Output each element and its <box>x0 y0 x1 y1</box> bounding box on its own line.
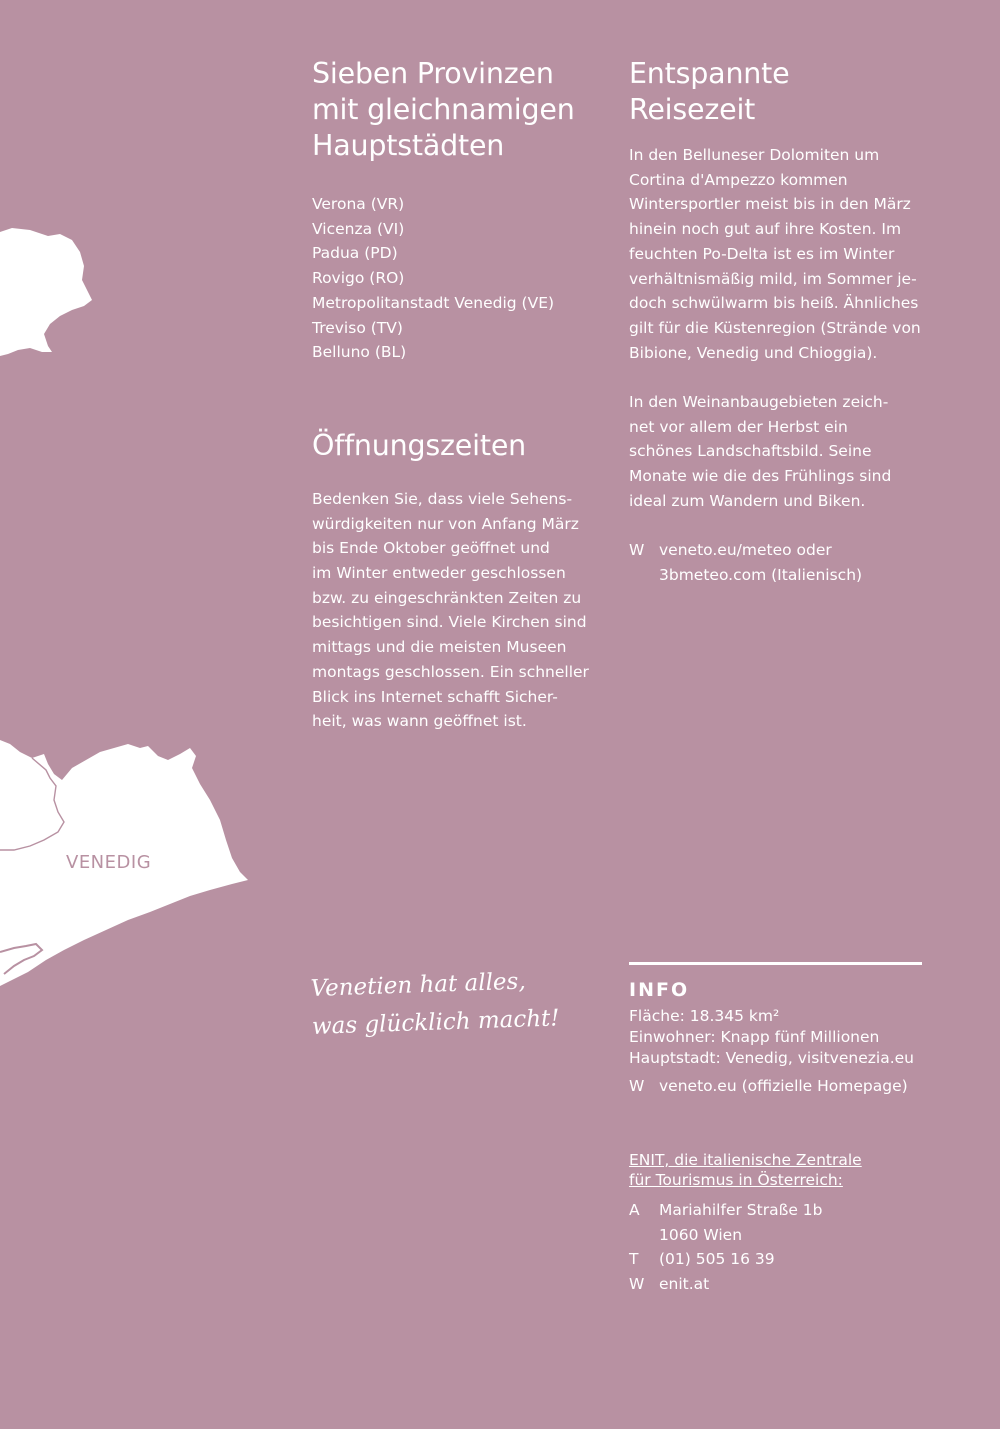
text-line: heit, was wann geöffnet ist. <box>312 712 527 731</box>
enit-web-row <box>629 1272 929 1297</box>
travel-time-heading <box>629 56 929 128</box>
web-key: W <box>629 541 645 560</box>
weather-link[interactable]: veneto.eu/meteo oder <box>659 541 832 560</box>
travel-heading-line: Reisezeit <box>629 93 756 126</box>
web-key: W <box>629 1275 645 1294</box>
travel-time-paragraph-2 <box>629 390 929 514</box>
provinces-heading <box>312 56 602 164</box>
text-line: verhältnismäßig mild, im Sommer je- <box>629 269 917 288</box>
enit-title <box>629 1150 929 1190</box>
provinces-heading-line: mit gleichnamigen <box>312 93 575 126</box>
enit-web-link[interactable]: enit.at <box>659 1275 710 1294</box>
province-item: Belluno (BL) <box>312 343 407 362</box>
text-line: im Winter entweder geschlossen <box>312 564 566 583</box>
text-line: In den Weinanbaugebieten zeich- <box>629 393 889 412</box>
text-line: montags geschlossen. Ein schneller <box>312 662 589 681</box>
provinces-list <box>312 192 602 365</box>
text-line: Bibione, Venedig und Chioggia). <box>629 343 878 362</box>
info-web-link[interactable]: veneto.eu (offizielle Homepage) <box>659 1077 908 1095</box>
enit-title-line: für Tourismus in Österreich: <box>629 1171 843 1189</box>
info-divider <box>629 962 922 965</box>
text-line: In den Belluneser Dolomiten um <box>629 146 880 164</box>
address-key-empty <box>629 1223 659 1248</box>
text-line: bzw. zu eingeschränkten Zeiten zu <box>312 588 582 607</box>
web-key: W <box>629 1077 645 1095</box>
text-line: hinein noch gut auf ihre Kosten. Im <box>629 220 902 239</box>
right-column <box>629 56 929 588</box>
quote-line: was glücklich macht! <box>311 1005 560 1040</box>
text-line: Wintersportler meist bis in den März <box>629 195 911 214</box>
address-street: Mariahilfer Straße 1b <box>659 1201 823 1219</box>
province-item: Padua (PD) <box>312 244 398 263</box>
enit-contact <box>629 1150 929 1297</box>
enit-address-row <box>629 1223 929 1248</box>
province-item: Treviso (TV) <box>312 318 403 337</box>
info-capital: Hauptstadt: Venedig, visitvenezia.eu <box>629 1049 914 1067</box>
province-item: Rovigo (RO) <box>312 269 405 288</box>
map-landmass-north <box>0 228 92 356</box>
enit-phone[interactable]: (01) 505 16 39 <box>659 1250 775 1269</box>
text-line: net vor allem der Herbst ein <box>629 417 848 436</box>
text-line: doch schwülwarm bis heiß. Ähnliches <box>629 294 919 313</box>
enit-phone-row <box>629 1247 929 1272</box>
address-city: 1060 Wien <box>659 1225 743 1244</box>
text-line: besichtigen sind. Viele Kirchen sind <box>312 613 587 632</box>
opening-hours-heading: Öffnungszeiten <box>312 428 527 462</box>
info-web-row <box>629 1076 922 1097</box>
travel-heading-line: Entspannte <box>629 57 790 90</box>
info-box <box>629 962 922 1097</box>
tagline-quote <box>310 961 560 1046</box>
enit-title-line: ENIT, die italienische Zentrale <box>629 1151 862 1169</box>
text-line: gilt für die Küstenregion (Strände von <box>629 318 921 337</box>
text-line: schönes Landschaftsbild. Seine <box>629 442 872 461</box>
text-line: bis Ende Oktober geöffnet und <box>312 539 550 558</box>
text-line: Cortina d'Ampezzo kommen <box>629 170 848 189</box>
phone-key: T <box>629 1250 639 1269</box>
provinces-heading-line: Hauptstädten <box>312 129 505 162</box>
weather-web-links <box>629 538 929 587</box>
text-line: feuchten Po-Delta ist es im Winter <box>629 244 895 263</box>
text-line: würdigkeiten nur von Anfang März <box>312 514 579 533</box>
text-line: ideal zum Wandern und Biken. <box>629 491 866 510</box>
text-line: Bedenken Sie, dass viele Sehens- <box>312 489 573 508</box>
text-line: Monate wie die des Frühlings sind <box>629 467 892 486</box>
info-population: Einwohner: Knapp fünf Millionen <box>629 1028 880 1046</box>
text-line: mittags und die meisten Museen <box>312 638 567 657</box>
enit-address-row <box>629 1198 929 1223</box>
travel-time-paragraph-1 <box>629 143 929 365</box>
address-key: A <box>629 1201 640 1219</box>
quote-line: Venetien hat alles, <box>310 968 527 1002</box>
province-item: Vicenza (VI) <box>312 219 405 238</box>
info-area: Fläche: 18.345 km² <box>629 1007 780 1025</box>
info-heading: INFO <box>629 979 690 1001</box>
map-label-venedig: VENEDIG <box>66 852 152 873</box>
left-column <box>312 56 602 734</box>
weather-links-text <box>659 538 862 587</box>
opening-hours-text <box>312 487 602 734</box>
province-item: Metropolitanstadt Venedig (VE) <box>312 293 555 312</box>
text-line: Blick ins Internet schafft Sicher- <box>312 687 558 706</box>
provinces-heading-line: Sieben Provinzen <box>312 57 554 90</box>
province-item: Verona (VR) <box>312 195 405 213</box>
weather-link[interactable]: 3bmeteo.com (Italienisch) <box>659 565 863 584</box>
